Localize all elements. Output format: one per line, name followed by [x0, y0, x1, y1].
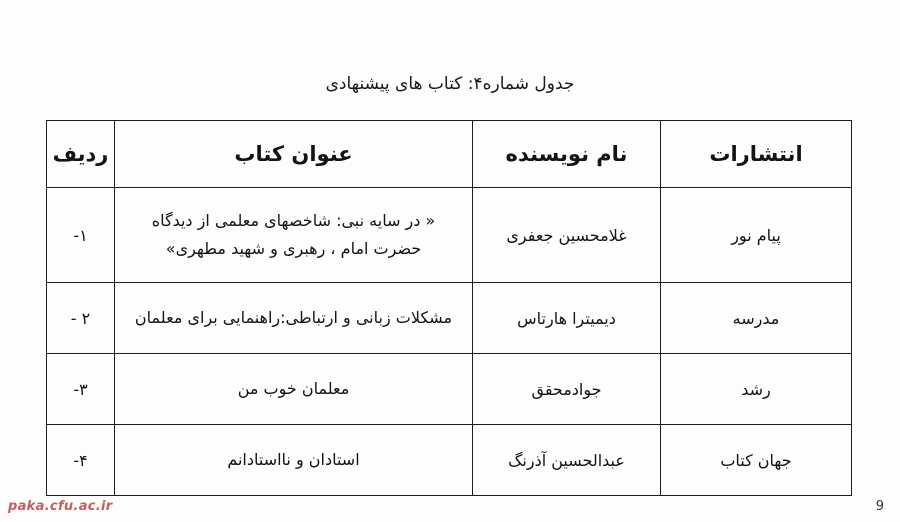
site-watermark: paka.cfu.ac.ir — [8, 499, 113, 514]
table-header-row — [47, 121, 852, 188]
books-table — [46, 120, 852, 496]
column-header-index: ردیف — [47, 121, 115, 188]
cell-title-line: استادان و نااستادانم — [227, 450, 360, 469]
table-row — [47, 283, 852, 354]
cell-index: ۱- — [47, 188, 115, 283]
cell-title-line: مشکلات زبانی و ارتباطی:راهنمایی برای معلمان — [134, 308, 453, 327]
cell-index: ۳- — [47, 354, 115, 425]
table-row — [47, 354, 852, 425]
cell-title-line: « در سایه نبی: شاخصهای معلمی از دیدگاه — [151, 211, 436, 230]
cell-author: غلامحسین جعفری — [473, 188, 661, 283]
cell-publisher: پیام نور — [661, 188, 852, 283]
page-number: 9 — [875, 499, 884, 514]
table-header — [47, 121, 852, 188]
column-header-title: عنوان کتاب — [115, 121, 473, 188]
table-row — [47, 188, 852, 283]
cell-title-line: معلمان خوب من — [237, 379, 350, 398]
cell-index: ۴- — [47, 425, 115, 496]
cell-title-line: حضرت امام ، رهبری و شهید مطهری» — [165, 239, 422, 258]
cell-publisher: جهان کتاب — [661, 425, 852, 496]
cell-publisher: مدرسه — [661, 283, 852, 354]
cell-author: دیمیترا هارتاس — [473, 283, 661, 354]
table-row — [47, 425, 852, 496]
column-header-publisher: انتشارات — [661, 121, 852, 188]
cell-publisher: رشد — [661, 354, 852, 425]
cell-title — [115, 425, 473, 496]
cell-title — [115, 283, 473, 354]
column-header-author: نام نویسنده — [473, 121, 661, 188]
cell-author: جوادمحقق — [473, 354, 661, 425]
cell-title — [115, 354, 473, 425]
books-table-container — [47, 120, 852, 496]
cell-author: عبدالحسین آذرنگ — [473, 425, 661, 496]
cell-title — [115, 188, 473, 283]
table-caption: جدول شماره۴: کتاب های پیشنهادی — [325, 74, 575, 94]
table-body — [47, 188, 852, 496]
cell-index: ۲ - — [47, 283, 115, 354]
